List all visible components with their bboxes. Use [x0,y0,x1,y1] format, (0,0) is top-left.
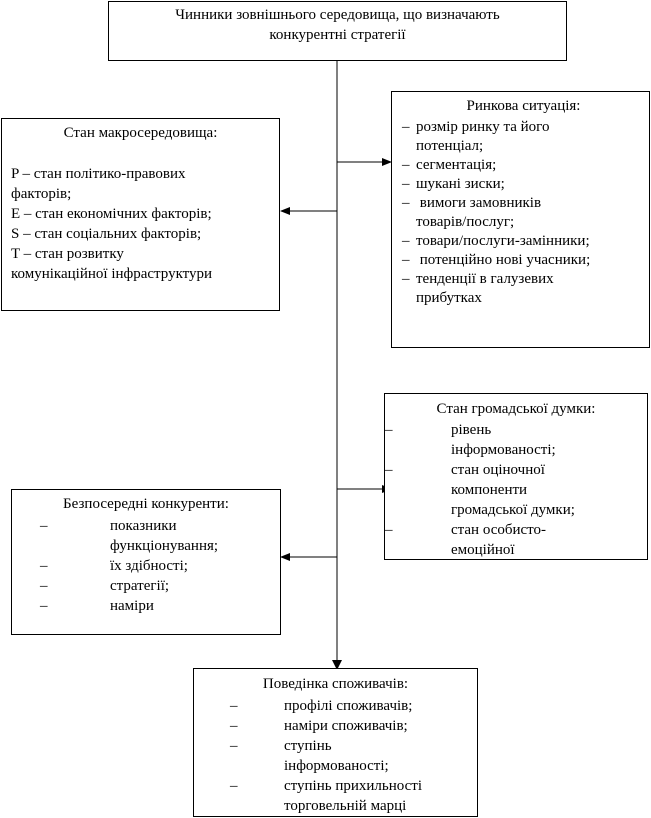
list-item-text: стан особисто- [451,522,547,538]
list-item [40,596,276,616]
list-item-text: інформованості; [451,442,556,458]
dash-bullet: – [40,558,48,574]
consumer-behavior-list [230,696,473,816]
list-item-text: розмір ринку та його [416,119,550,135]
dash-bullet: – [402,157,410,173]
list-item-text: ступінь [284,738,332,754]
consumer-behavior-box [193,668,478,817]
macro-line: S – стан соціальних факторів; [11,226,202,242]
public-opinion-box [384,393,648,560]
list-item-text: стан оціночної [451,462,545,478]
list-item [402,156,645,175]
list-item [385,420,643,460]
list-item [402,232,645,251]
list-item-text: прибутках [416,290,482,306]
list-item [230,716,473,736]
list-item-text: шукані зиски; [416,176,505,192]
list-item [230,696,473,716]
dash-bullet: – [230,738,238,754]
list-item-text: наміри споживачів; [284,718,408,734]
macro-line: P – стан політико-правових [11,166,186,182]
dash-bullet: – [402,252,410,268]
list-item [385,460,643,520]
external-factors-title-line1: Чинники зовнішнього середовища, що визначають [175,7,500,23]
public-opinion-list [385,420,643,560]
dash-bullet: – [402,119,410,135]
dash-bullet: – [40,598,48,614]
competitors-list [40,516,276,616]
market-situation-box [391,91,650,348]
list-item [402,175,645,194]
list-item-text: товари/послуги-замінники; [416,233,590,249]
market-list [402,118,645,308]
list-item [230,776,473,816]
consumer-behavior-title: Поведінка споживачів: [262,676,409,692]
external-factors-title-line2: конкурентні стратегії [269,27,406,43]
macro-environment-title: Стан макросередовища: [63,125,218,141]
list-item-text: ступінь прихильності [284,778,423,794]
macro-line: факторів; [11,186,72,202]
list-item-text: потенційно нові учасники; [416,252,591,268]
dash-bullet: – [402,195,410,211]
list-item-text: профілі споживачів; [284,698,413,714]
list-item-text: компоненти [451,482,528,498]
list-item-text: їх здібності; [110,558,188,574]
dash-bullet: – [230,778,238,794]
competitors-box [11,489,281,635]
list-item [40,516,276,556]
list-item-text: стратегії; [110,578,170,594]
dash-bullet: – [402,271,410,287]
dash-bullet: – [402,233,410,249]
competitors-title: Безпосередні конкуренти: [63,496,229,512]
dash-bullet: – [40,578,48,594]
list-item-text: рівень [451,422,492,438]
market-situation-title: Ринкова ситуація: [466,98,581,114]
macro-line: T – стан розвитку [11,246,124,262]
list-item-text: наміри [110,598,154,614]
list-item-text: торговельній марці [284,798,407,814]
list-item [40,556,276,576]
list-item-text: товарів/послуг; [416,214,515,230]
list-item-text: інформованості; [284,758,389,774]
macro-line: E – стан економічних факторів; [11,206,212,222]
dash-bullet: – [385,462,393,478]
dash-bullet: – [230,698,238,714]
macro-environment-box [1,118,280,311]
list-item [40,576,276,596]
list-item [402,270,645,308]
list-item-text: громадської думки; [451,502,575,518]
list-item [402,251,645,270]
list-item [402,118,645,156]
list-item-text: вимоги замовників [416,195,542,211]
macro-line: комунікаційної інфраструктури [11,266,213,282]
dash-bullet: – [385,522,393,538]
list-item-text: функціонування; [110,538,219,554]
list-item [385,520,643,560]
list-item [230,736,473,776]
dash-bullet: – [402,176,410,192]
dash-bullet: – [385,422,393,438]
dash-bullet: – [40,518,48,534]
list-item-text: емоційної [451,542,515,558]
list-item-text: потенціал; [416,138,484,154]
list-item [402,194,645,232]
list-item-text: показники [110,518,177,534]
external-factors-box [108,1,567,61]
public-opinion-title: Стан громадської думки: [436,401,596,417]
list-item-text: тенденції в галузевих [416,271,554,287]
dash-bullet: – [230,718,238,734]
list-item-text: сегментація; [416,157,497,173]
